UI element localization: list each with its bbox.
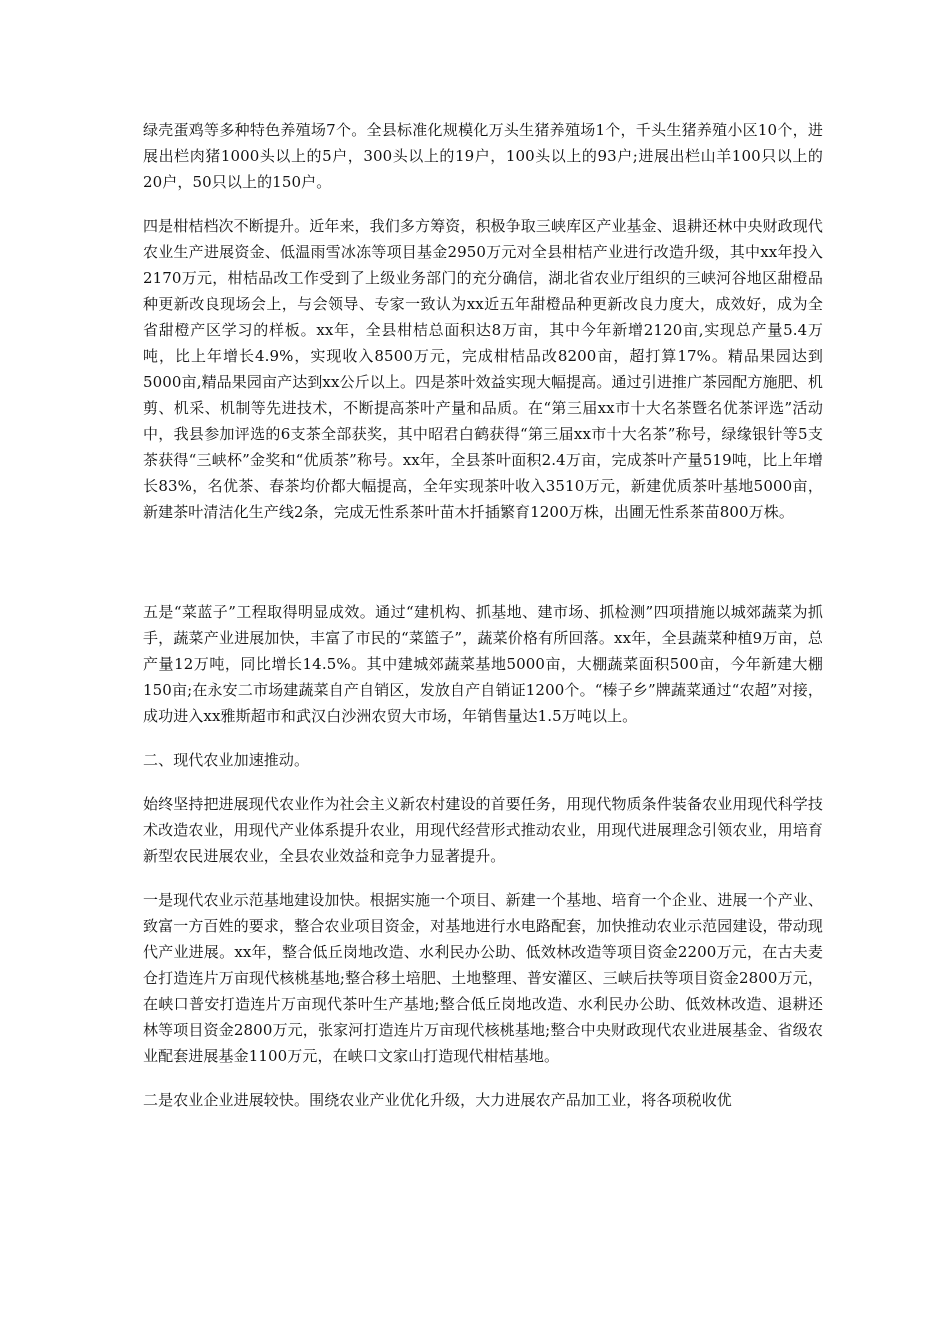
section-heading-modern-agriculture: 二、现代农业加速推动。 (143, 751, 310, 769)
document-page (143, 117, 823, 1113)
paragraph-livestock: 绿壳蛋鸡等多种特色养殖场7个。全县标准化规模化万头生猪养殖场1个，千头生猪养殖小区10个，进展出栏肉猪1000头以上的5户，300头以上的19户，100头以上的93户;进展出栏山羊100只以上的20户，50只以上的150户。 (143, 121, 823, 191)
paragraph-modern-agriculture-intro: 始终坚持把进展现代农业作为社会主义新农村建设的首要任务，用现代物质条件装备农业用现代科学技术改造农业，用现代产业体系提升农业，用现代经营形式推动农业，用现代进展理念引领农业，用培育新型农民进展农业，全县农业效益和竞争力显著提升。 (143, 795, 823, 865)
paragraph-agricultural-enterprises: 二是农业企业进展较快。围绕农业产业优化升级，大力进展农产品加工业，将各项税收优 (143, 1091, 732, 1109)
paragraph-demonstration-bases: 一是现代农业示范基地建设加快。根据实施一个项目、新建一个基地、培育一个企业、进展一个产业、致富一方百姓的要求，整合农业项目资金，对基地进行水电路配套，加快推动农业示范园建设，带动现代产业进展。xx年，整合低丘岗地改造、水利民办公助、低效林改造等项目资金2200万元，在古夫麦仓打造连片万亩现代核桃基地;整合移土培肥、土地整理、普安灌区、三峡后扶等项目资金2800万元，在峡口普安打造连片万亩现代茶叶生产基地;整合低丘岗地改造、水利民办公助、低效林改造、退耕还林等项目资金2800万元，张家河打造连片万亩现代核桃基地;整合中央财政现代农业进展基金、省级农业配套进展基金1100万元，在峡口文家山打造现代柑桔基地。 (143, 891, 823, 1065)
paragraph-citrus-tea: 四是柑桔档次不断提升。近年来，我们多方筹资，积极争取三峡库区产业基金、退耕还林中央财政现代农业生产进展资金、低温雨雪冰冻等项目基金2950万元对全县柑桔产业进行改造升级，其中xx年投入2170万元，柑桔品改工作受到了上级业务部门的充分确信，湖北省农业厅组织的三峡河谷地区甜橙品种更新改良现场会上，与会领导、专家一致认为xx近五年甜橙品种更新改良力度大，成效好，成为全省甜橙产区学习的样板。xx年，全县柑桔总面积达8万亩，其中今年新增2120亩,实现总产量5.4万吨，比上年增长4.9%，实现收入8500万元，完成柑桔品改8200亩，超打算17%。精品果园达到5000亩,精品果园亩产达到xx公斤以上。四是茶叶效益实现大幅提高。通过引进推广茶园配方施肥、机剪、机采、机制等先进技术，不断提高茶叶产量和品质。在“第三届xx市十大名茶暨名优茶评选”活动中，我县参加评选的6支茶全部获奖，其中昭君白鹤获得“第三届xx市十大名茶”称号，绿缘银针等5支茶获得“三峡杯”金奖和“优质茶”称号。xx年，全县茶叶面积2.4万亩，完成茶叶产量519吨，比上年增长83%，名优茶、春茶均价都大幅提高，全年实现茶叶收入3510万元，新建优质茶叶基地5000亩，新建茶叶清洁化生产线2条，完成无性系茶叶苗木扦插繁育1200万株，出圃无性系茶苗800万株。 (143, 217, 823, 521)
paragraph-vegetable-basket: 五是“菜蓝子”工程取得明显成效。通过“建机构、抓基地、建市场、抓检测”四项措施以城郊蔬菜为抓手，蔬菜产业进展加快，丰富了市民的“菜篮子”，蔬菜价格有所回落。xx年，全县蔬菜种植9万亩，总产量12万吨，同比增长14.5%。其中建城郊蔬菜基地5000亩，大棚蔬菜面积500亩，今年新建大棚150亩;在永安二市场建蔬菜自产自销区，发放自产自销证1200个。“榛子乡”牌蔬菜通过“农超”对接，成功进入xx雅斯超市和武汉白沙洲农贸大市场，年销售量达1.5万吨以上。 (143, 603, 823, 725)
